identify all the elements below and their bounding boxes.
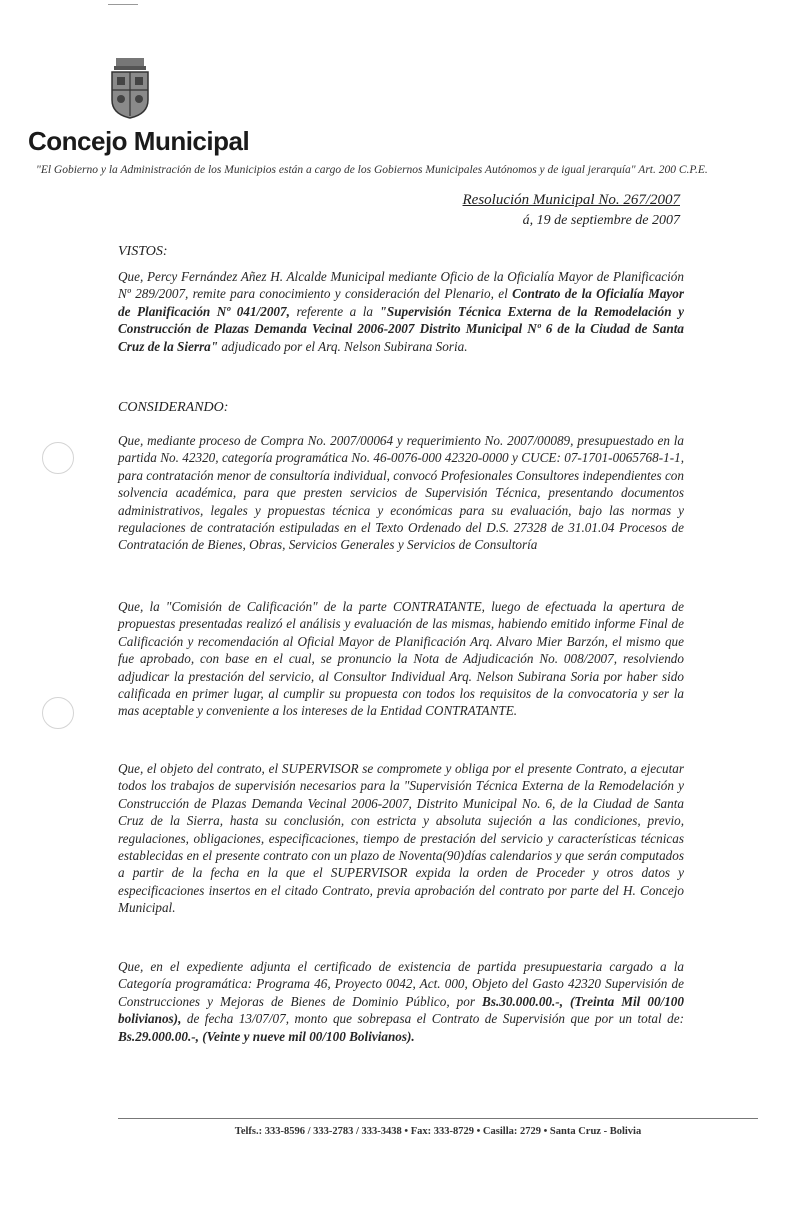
scan-mark [108, 4, 138, 5]
vistos-heading: VISTOS: [118, 244, 168, 259]
considerando-paragraph-2: Que, la "Comisión de Calificación" de la parte CONTRATANTE, luego de efectuada la apertura de propuestas presentadas realizó el análisis y evaluación de las mismas, habiendo emitido informe Final de Calificación y recomendación al Oficial Mayor de Planificación Arq. Alvaro Mier Barzón, el mismo que fue aprobado, con base en el cual, se pronuncio la Nota de Adjudicación No. 008/2007, resolviendo adjudicar la prestación del servicio, al Consultor Individual Arq. Nelson Subirana Soria por haber sido calificada en primer lugar, al cumplir su propuesta con todos los requisitos de la convocatoria y ser la mas aceptable y conveniente a los intereses de la Entidad CONTRATANTE. [118, 599, 684, 719]
punch-hole [42, 697, 74, 729]
considerando-paragraph-1: Que, mediante proceso de Compra No. 2007/00064 y requerimiento No. 2007/00089, presupuestado en la partida No. 42320, categoría programática No. 46-0076-000 42320-0000 y CUCE: 07-1701-0065768-1-1, para contratación menor de consultoría individual, convocó Profesionales Consultores independientes con solvencia académica, para que presten servicios de Supervisión Técnica, presentando documentos administrativos, legales y propuestas técnica y económicas para su evaluación, bajo las normas y regulaciones de contratación estipuladas en el Texto Ordenado del D.S. 27328 de 31.01.04 Procesos de Contratación de Bienes, Obras, Servicios Generales y Servicios de Consultoría [118, 433, 684, 553]
budget-amount: Bs.30.000.00.-, (Treinta Mil 00/100 bolivianos), [118, 993, 684, 1027]
constitutional-motto: "El Gobierno y la Administración de los Municipios están a cargo de los Gobiernos Municipales Autónomos y de igual jerarquía" Art. 200 C.P.E. [36, 164, 708, 176]
vistos-text-e: adjudicado por el Arq. Nelson Subirana Soria. [218, 338, 468, 354]
considerando-paragraph-4 [118, 958, 684, 1045]
punch-hole [42, 442, 74, 474]
contract-reference: Contrato de la Oficialía Mayor de Planificación Nº 041/2007, [118, 286, 684, 319]
considerando-heading: CONSIDERANDO: [118, 400, 229, 415]
vistos-text-c: referente a la [289, 303, 380, 319]
budget-text-c: de fecha 13/07/07, monto que sobrepasa el Contrato de Supervisión que por un total de: [181, 1011, 684, 1027]
footer-rule [118, 1118, 758, 1119]
project-name: "Supervisión Técnica Externa de la Remodelación y Construcción de Plazas Demanda Vecinal 2006-2007 Distrito Municipal Nº 6 de la Ciudad de Santa Cruz de la Sierra" [118, 303, 684, 354]
vistos-paragraph [118, 268, 684, 355]
budget-text-a: Que, en el expediente adjunta el certificado de existencia de partida presupuestaria cargado a la Categoría programática: Programa 46, Proyecto 0042, Act. 000, Objeto del Gasto 42320 Supervisión de Construcciones y Mejoras de Bienes de Dominio Público, por [118, 959, 684, 1009]
considerando-paragraph-3: Que, el objeto del contrato, el SUPERVISOR se compromete y obliga por el presente Contrato, a ejecutar todos los trabajos de supervisión necesarios para la "Supervisión Técnica Externa de la Remodelación y Construcción de Plazas Demanda Vecinal 2006-2007, Distrito Municipal No. 6, de la Ciudad de Santa Cruz de la Sierra, hasta su conclusión, con estricta y absoluta sujeción a las condiciones, previo, regulaciones, obligaciones, especificaciones, tiempo de prestación del servicio y características técnicas establecidas en el presente contrato con un plazo de Noventa(90)días calendarios y que serán computados a partir de la fecha en la que el SUPERVISOR expida la orden de Proceder y otros datos y especificaciones insertos en el citado Contrato, previa aprobación del contrato por parte del H. Concejo Municipal. [118, 761, 684, 916]
footer-contact: Telfs.: 333-8596 / 333-2783 / 333-3438 • Fax: 333-8729 • Casilla: 2729 • Santa Cruz - Bolivia [234, 1126, 642, 1137]
contract-amount: Bs.29.000.00.-, (Veinte y nueve mil 00/100 Bolivianos). [118, 1028, 415, 1044]
vistos-text-a: Que, Percy Fernández Añez H. Alcalde Municipal mediante Oficio de la Oficialía Mayor de Planificación Nº 289/2007, remite para conocimiento y consideración del Plenario, el [118, 269, 684, 302]
organization-title: Concejo Municipal [28, 126, 250, 156]
resolution-number: Resolución Municipal No. 267/2007 [462, 192, 680, 208]
coat-of-arms-icon [108, 56, 152, 120]
resolution-date: á, 19 de septiembre de 2007 [522, 213, 680, 228]
